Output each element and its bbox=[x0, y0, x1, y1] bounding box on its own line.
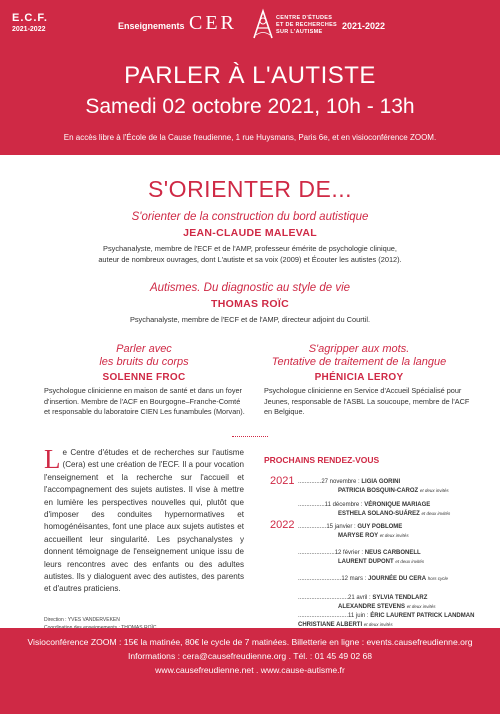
footer-contact[interactable]: Informations : cera@causefreudienne.org . Tél. : 01 45 49 02 68 bbox=[127, 651, 373, 661]
header-band bbox=[0, 0, 500, 155]
page-title: PARLER À L'AUTISTE bbox=[124, 62, 376, 89]
talk-title-roic: Autismes. Du diagnostic au style de vie bbox=[149, 282, 351, 294]
rdv-title: PROCHAINS RENDEZ-VOUS bbox=[264, 455, 380, 465]
intro-paragraph bbox=[44, 444, 244, 596]
footer-pricing: Visioconférence ZOOM : 15€ la matinée, 80€ le cycle de 7 matinées. Billetterie en ligne : events.causefreudienne.org bbox=[27, 637, 473, 647]
event-venue: En accès libre à l'École de la Cause freudienne, 1 rue Huysmans, Paris 6e, et en visioconférence ZOOM. bbox=[63, 133, 437, 142]
talk-title-froc: Parler avec les bruits du corps bbox=[99, 343, 189, 368]
bio-leroy: Psychologue clinicienne en Service d'Accueil Spécialisé pour Jeunes, responsable de l'ASBL La soucoupe, membre de l'ACF en Belgique. bbox=[264, 386, 470, 416]
rdv-entry: ..............................21 avril : SYLVIA TENDLARZ ALEXANDRE STEVENS et deux invités bbox=[298, 595, 436, 610]
cera-wordmark: CER bbox=[189, 12, 237, 34]
intro-text: e Centre d'études et de recherches sur l'autisme (Cera) est une création de l'ECF. Il a pour vocation l'enseignement et la recherche sur l'accueil et l'accompagnement des sujets autistes. Il vise à mettre en lumière les perspectives nouvelles qui, plutôt que d'imposer des conduites hypernormatives et homogénéisantes, font une place aux sujets autistes et accueillent leur singularité. Les psychanalystes y donnent témoignage de l'enseignement unique issu de leurs rencontres avec des enfants ou des adultes autistes. Ils y dialoguent avec des autistes, des parents et d'autres praticiens. bbox=[44, 448, 244, 594]
cera-emblem-icon bbox=[252, 8, 274, 40]
speaker-leroy: PHÉNICIA LEROY bbox=[314, 372, 404, 383]
ecf-logo: E.C.F. bbox=[12, 12, 48, 24]
bio-froc: Psychologue clinicienne en maison de santé et dans un foyer d'insertion. Membre de l'ACF en Bourgogne–Franche-Comté et responsable du laboratoire CIEN Les funambules (Morvan). bbox=[44, 386, 245, 416]
bio-maleval-1: Psychanalyste, membre de l'ECF et de l'AMP, professeur émérite de psychologie clinique, bbox=[103, 244, 397, 253]
footer-websites[interactable]: www.causefreudienne.net . www.cause-autisme.fr bbox=[155, 665, 345, 675]
footer-band bbox=[0, 628, 500, 714]
rdv-entry: ..............................11 juin : ÉRIC LAURENT PATRICK LANDMAN CHRISTIANE ALBERTI et deux invités bbox=[298, 613, 475, 628]
cera-subtitle: CENTRE D'ÉTUDES ET DE RECHERCHES SUR L'AUTISME bbox=[276, 15, 338, 35]
enseignements-label: Enseignements bbox=[118, 21, 185, 31]
talk-title-leroy: S'agripper aux mots. Tentative de traitement de la langue bbox=[271, 343, 447, 368]
dropcap: L bbox=[44, 444, 61, 474]
ecf-year: 2021-2022 bbox=[12, 26, 46, 33]
rdv-entry: ......................12 février : NEUS CARBONELL LAURENT DUPONT et deux invités bbox=[298, 550, 425, 565]
bio-maleval-2: auteur de nombreux ouvrages, dont L'autiste et sa voix (2009) et Écouter les autistes (2012). bbox=[98, 255, 402, 264]
speaker-roic: THOMAS ROÏC bbox=[211, 298, 289, 310]
bio-roic: Psychanalyste, membre de l'ECF et de l'AMP, directeur adjoint du Courtil. bbox=[129, 315, 371, 324]
section-title: S'ORIENTER DE... bbox=[147, 176, 353, 202]
rdv-year-2021: 2021 bbox=[270, 475, 295, 487]
rdv-year-2022: 2022 bbox=[270, 519, 295, 531]
dotted-divider bbox=[232, 436, 268, 437]
speaker-froc: SOLENNE FROC bbox=[102, 372, 186, 383]
rdv-entry: ..............27 novembre : LIGIA GORINI PATRICIA BOSQUIN-CAROZ et deux invités bbox=[298, 479, 449, 494]
talk-title-maleval: S'orienter de la construction du bord autistique bbox=[131, 211, 369, 223]
rdv-entry: .................15 janvier : GUY POBLOME MARYSE ROY et deux invités bbox=[298, 524, 409, 539]
speaker-maleval: JEAN-CLAUDE MALEVAL bbox=[183, 227, 317, 239]
rdv-entry: ..........................12 mars : JOURNÉE DU CERA hors cycle bbox=[298, 576, 448, 582]
year-label: 2021-2022 bbox=[342, 21, 386, 31]
event-date: Samedi 02 octobre 2021, 10h - 13h bbox=[85, 95, 415, 118]
credits: Direction : YVES VANDERVEKEN bbox=[44, 617, 120, 623]
rdv-entry: ................11 décembre : VÉRONIQUE MARIAGE ESTHELA SOLANO-SUÁREZ et deux invités bbox=[298, 502, 451, 517]
